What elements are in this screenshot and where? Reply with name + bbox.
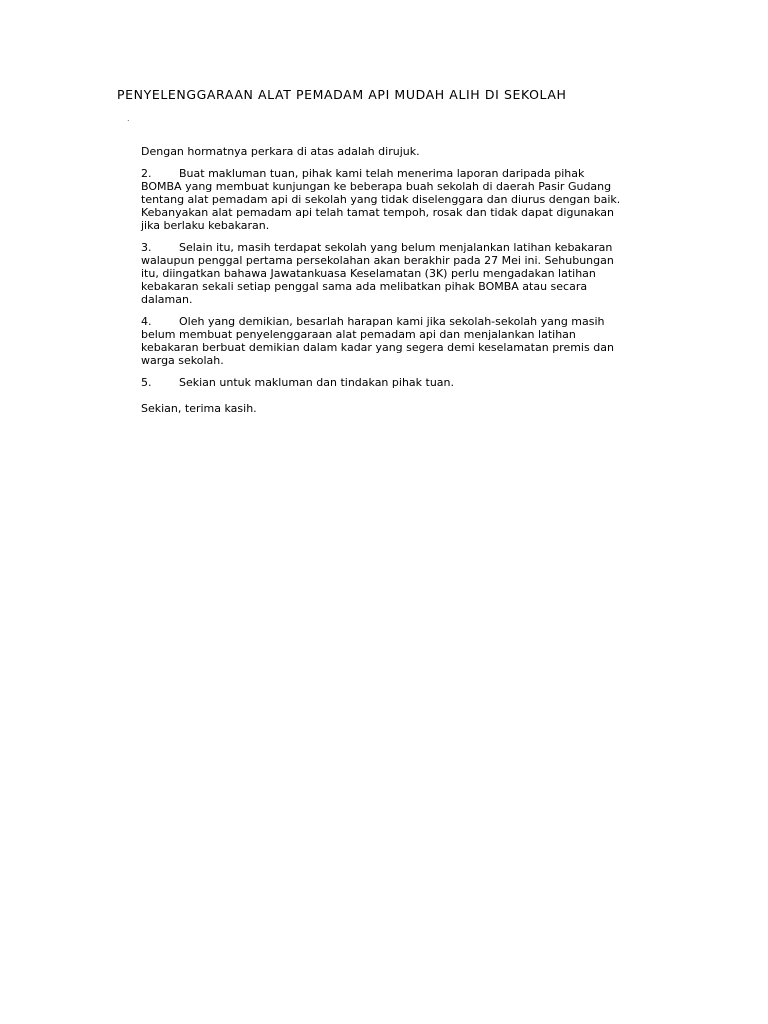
paragraph-3 bbox=[141, 241, 621, 306]
document-title: PENYELENGGARAAN ALAT PEMADAM API MUDAH ALIH DI SEKOLAH bbox=[117, 87, 567, 102]
paragraph-number: 4. bbox=[141, 315, 152, 328]
paragraph-text: Oleh yang demikian, besarlah harapan kami jika sekolah-sekolah yang masih belum membuat penyelenggaraan alat pemadam api dan menjalankan latihan kebakaran berbuat demikian dalam kadar yang segera demi keselamatan premis dan warga sekolah. bbox=[141, 315, 614, 367]
opening-paragraph: Dengan hormatnya perkara di atas adalah dirujuk. bbox=[141, 145, 420, 158]
paragraph-text: Selain itu, masih terdapat sekolah yang belum menjalankan latihan kebakaran walaupun penggal pertama persekolahan akan berakhir pada 27 Mei ini. Sehubungan itu, diingatkan bahawa Jawatankuasa Keselamatan (3K) perlu mengadakan latihan kebakaran sekali setiap penggal sama ada melibatkan pihak BOMBA atau secara dalaman. bbox=[141, 241, 614, 306]
stray-mark: . bbox=[127, 114, 130, 123]
paragraph-5 bbox=[141, 376, 621, 389]
paragraph-number: 5. bbox=[141, 376, 152, 389]
paragraph-text: Sekian untuk makluman dan tindakan pihak tuan. bbox=[179, 376, 455, 389]
document-body bbox=[141, 145, 621, 424]
paragraph-4 bbox=[141, 315, 621, 367]
closing-line: Sekian, terima kasih. bbox=[141, 402, 257, 415]
paragraph-number: 3. bbox=[141, 241, 152, 254]
paragraph-text: Buat makluman tuan, pihak kami telah menerima laporan daripada pihak BOMBA yang membuat kunjungan ke beberapa buah sekolah di daerah Pasir Gudang tentang alat pemadam api di sekolah yang tidak diselenggara dan diurus dengan baik. Kebanyakan alat pemadam api telah tamat tempoh, rosak dan tidak dapat digunakan jika berlaku kebakaran. bbox=[141, 167, 621, 232]
paragraph-2 bbox=[141, 167, 621, 232]
paragraph-number: 2. bbox=[141, 167, 152, 180]
